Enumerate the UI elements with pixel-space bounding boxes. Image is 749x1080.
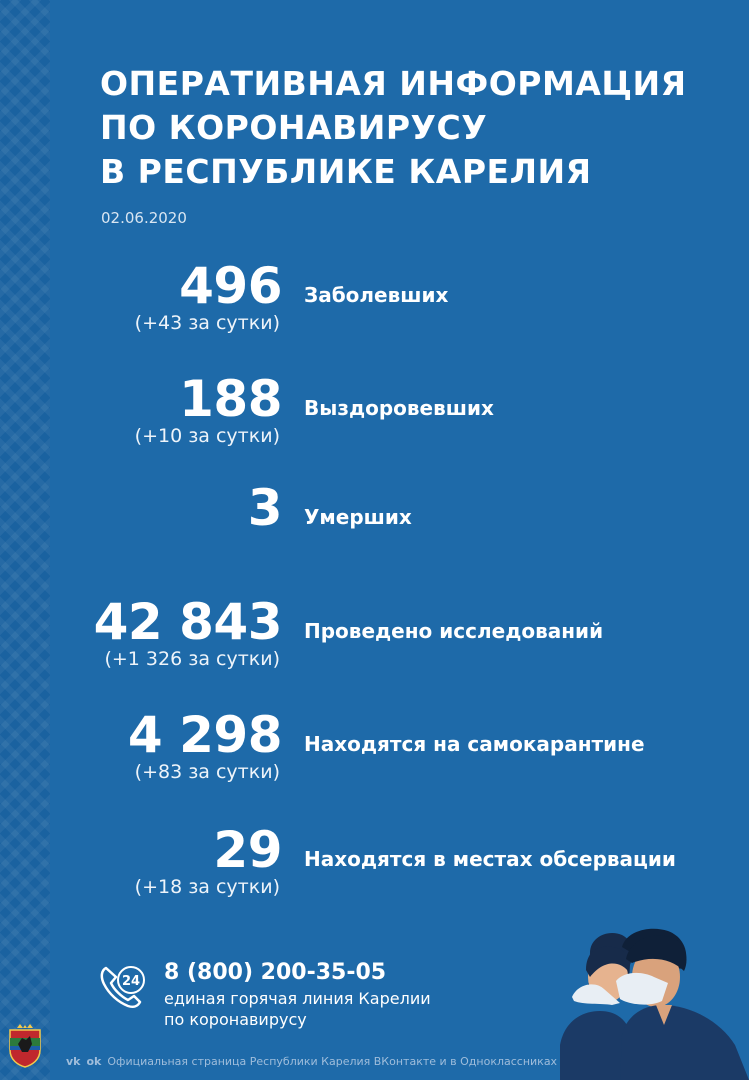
phone-24-icon bbox=[98, 960, 154, 1010]
stat-label: Заболевших bbox=[304, 283, 449, 307]
odnoklassniki-icon[interactable]: ok bbox=[86, 1055, 102, 1068]
phone-icon-label: 24 bbox=[121, 974, 141, 989]
stat-recovered bbox=[0, 370, 749, 453]
stat-label: Выздоровевших bbox=[304, 396, 494, 420]
title-line-3: В РЕСПУБЛИКЕ КАРЕЛИЯ bbox=[100, 152, 592, 191]
stat-value: 42 843 bbox=[93, 593, 282, 651]
stat-delta: (+83 за сутки) bbox=[134, 761, 280, 783]
stat-delta: (+18 за сутки) bbox=[134, 876, 280, 898]
hotline-description-line-2: по коронавирусу bbox=[164, 1010, 307, 1029]
title-line-1: ОПЕРАТИВНАЯ ИНФОРМАЦИЯ bbox=[100, 64, 687, 103]
stat-label: Умерших bbox=[304, 505, 412, 529]
page-title bbox=[100, 62, 720, 194]
stat-label: Проведено исследований bbox=[304, 619, 604, 643]
stat-self-quarantine bbox=[0, 706, 749, 789]
stat-label: Находятся на самокарантине bbox=[304, 732, 645, 756]
stat-deaths bbox=[0, 479, 749, 562]
stat-value: 29 bbox=[213, 821, 282, 879]
hotline-description-line-1: единая горячая линия Карелии bbox=[164, 989, 431, 1008]
stat-delta: (+10 за сутки) bbox=[134, 425, 280, 447]
masked-people-illustration bbox=[560, 925, 749, 1080]
karelia-emblem-icon bbox=[8, 1024, 42, 1068]
stat-value: 3 bbox=[247, 479, 282, 537]
stat-value: 4 298 bbox=[127, 706, 282, 764]
stat-infected bbox=[0, 257, 749, 340]
stat-delta: (+43 за сутки) bbox=[134, 312, 280, 334]
stat-tests bbox=[0, 593, 749, 676]
stat-observation bbox=[0, 821, 749, 904]
footer-text: Официальная страница Республики Карелия ВКонтакте и в Одноклассниках bbox=[107, 1055, 558, 1068]
vk-icon[interactable]: vk bbox=[66, 1055, 81, 1068]
stat-delta: (+1 326 за сутки) bbox=[104, 648, 280, 670]
stat-label: Находятся в местах обсервации bbox=[304, 847, 676, 871]
report-date: 02.06.2020 bbox=[101, 209, 187, 227]
hotline-description bbox=[164, 988, 484, 1030]
hotline-phone[interactable]: 8 (800) 200-35-05 bbox=[164, 960, 387, 985]
stat-value: 188 bbox=[179, 370, 282, 428]
stat-value: 496 bbox=[179, 257, 282, 315]
title-line-2: ПО КОРОНАВИРУСУ bbox=[100, 108, 488, 147]
social-footer bbox=[66, 1055, 557, 1068]
